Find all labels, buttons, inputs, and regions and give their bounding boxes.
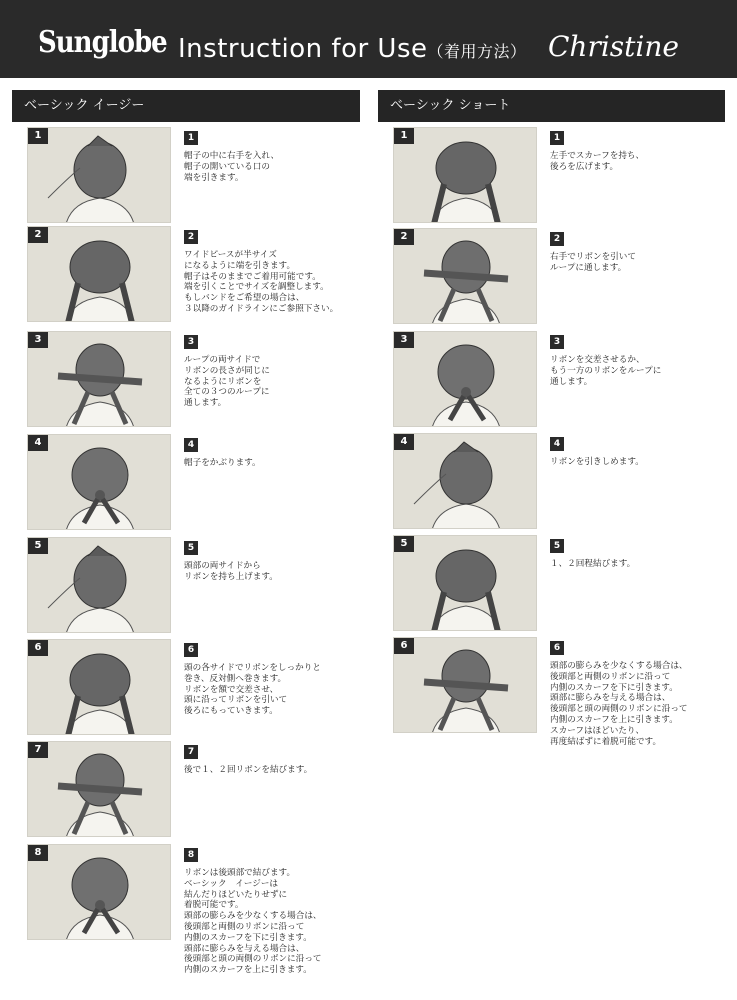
step-image-number: 8 xyxy=(28,845,48,861)
step-number-badge: 4 xyxy=(184,438,198,452)
step-number-badge: 3 xyxy=(184,335,198,349)
step-image-number: 2 xyxy=(28,227,48,243)
step-number-badge: 2 xyxy=(550,232,564,246)
step-number-badge: 1 xyxy=(184,131,198,145)
step-illustration xyxy=(393,228,537,324)
step-illustration xyxy=(393,331,537,427)
step-number-badge: 8 xyxy=(184,848,198,862)
section-title-basic-easy: ベーシック イージー xyxy=(12,90,360,122)
step-image-number: 4 xyxy=(394,434,414,450)
title-japanese: （着用方法） xyxy=(427,42,527,61)
step-number-badge: 2 xyxy=(184,230,198,244)
step-number-badge: 7 xyxy=(184,745,198,759)
section-title-basic-short: ベーシック ショート xyxy=(378,90,725,122)
step-image-number: 6 xyxy=(28,640,48,656)
title-english: Instruction for Use xyxy=(178,34,428,64)
product-name: Christine xyxy=(548,30,679,63)
step-illustration xyxy=(27,127,171,223)
step-description: 帽子の中に右手を入れ、 帽子の開いている口の 端を引きます。 xyxy=(184,151,280,183)
step-description: リボンは後頭部で結びます。 ベーシック イージーは 結んだりほどいたりせずに 着脱可能です。 頭部の膨らみを少なくする場合は、 後頭部と両側のリボンに沿って 内側のスカーフを下に引きます。 頭部に膨らみを与える場合は、 後頭部と頭の両側のリボンに沿って 内側のスカーフを上に引きます。 xyxy=(184,868,322,976)
step-description: 後で１、２回リボンを結びます。 xyxy=(184,765,313,775)
step-number-badge: 5 xyxy=(184,541,198,555)
step-image-number: 7 xyxy=(28,742,48,758)
step-illustration xyxy=(27,434,171,530)
step-number-badge: 5 xyxy=(550,539,564,553)
step-illustration xyxy=(27,331,171,427)
step-illustration xyxy=(27,741,171,837)
step-image-number: 5 xyxy=(28,538,48,554)
step-illustration xyxy=(393,637,537,733)
step-illustration xyxy=(393,127,537,223)
step-image-number: 3 xyxy=(394,332,414,348)
brand-logo: Sunglobe xyxy=(38,25,167,61)
step-illustration xyxy=(393,433,537,529)
step-illustration xyxy=(27,226,171,322)
step-illustration xyxy=(27,537,171,633)
step-description: 左手でスカーフを持ち、 後ろを広げます。 xyxy=(550,151,645,172)
step-description: 頭部の膨らみを少なくする場合は、 後頭部と両側のリボンに沿って 内側のスカーフを下に引きます。 頭部に膨らみを与える場合は、 後頭部と頭の両側のリボンに沿って 内側のスカーフを上に引きます。 スカーフはほどいたり、 再度結ばずに着脱可能です。 xyxy=(550,661,688,747)
step-description: 頭の各サイドでリボンをしっかりと 巻き、反対側へ巻きます。 リボンを額で交差させ、 頭に沿ってリボンを引いて 後ろにもっていきます。 xyxy=(184,663,321,717)
step-image-number: 4 xyxy=(28,435,48,451)
step-description: ループの両サイドで リボンの長さが同じに なるようにリボンを 全ての３つのループに 通します。 xyxy=(184,355,270,409)
page-title xyxy=(178,34,527,64)
step-illustration xyxy=(393,535,537,631)
step-image-number: 5 xyxy=(394,536,414,552)
step-image-number: 6 xyxy=(394,638,414,654)
step-illustration xyxy=(27,639,171,735)
step-description: 頭部の両サイドから リボンを持ち上げます。 xyxy=(184,561,278,582)
step-description: 帽子をかぶります。 xyxy=(184,458,261,468)
header-banner xyxy=(0,0,737,78)
step-image-number: 3 xyxy=(28,332,48,348)
step-description: リボンを交差させるか、 もう一方のリボンをループに 通します。 xyxy=(550,355,662,387)
step-description: リボンを引きしめます。 xyxy=(550,457,644,467)
step-number-badge: 4 xyxy=(550,437,564,451)
step-image-number: 1 xyxy=(394,128,414,144)
step-number-badge: 6 xyxy=(550,641,564,655)
step-number-badge: 6 xyxy=(184,643,198,657)
step-description: ワイドピースが半サイズ になるように端を引きます。 帽子はそのままでご着用可能です。 端を引くことでサイズを調整します。 もしバンドをご希望の場合は、 ３以降のガイドラインにご参照下さい。 xyxy=(184,250,339,314)
step-image-number: 2 xyxy=(394,229,414,245)
step-description: 右手でリボンを引いて ループに通します。 xyxy=(550,252,636,273)
step-description: １、２回程結びます。 xyxy=(550,559,636,569)
step-image-number: 1 xyxy=(28,128,48,144)
step-number-badge: 1 xyxy=(550,131,564,145)
step-number-badge: 3 xyxy=(550,335,564,349)
step-illustration xyxy=(27,844,171,940)
